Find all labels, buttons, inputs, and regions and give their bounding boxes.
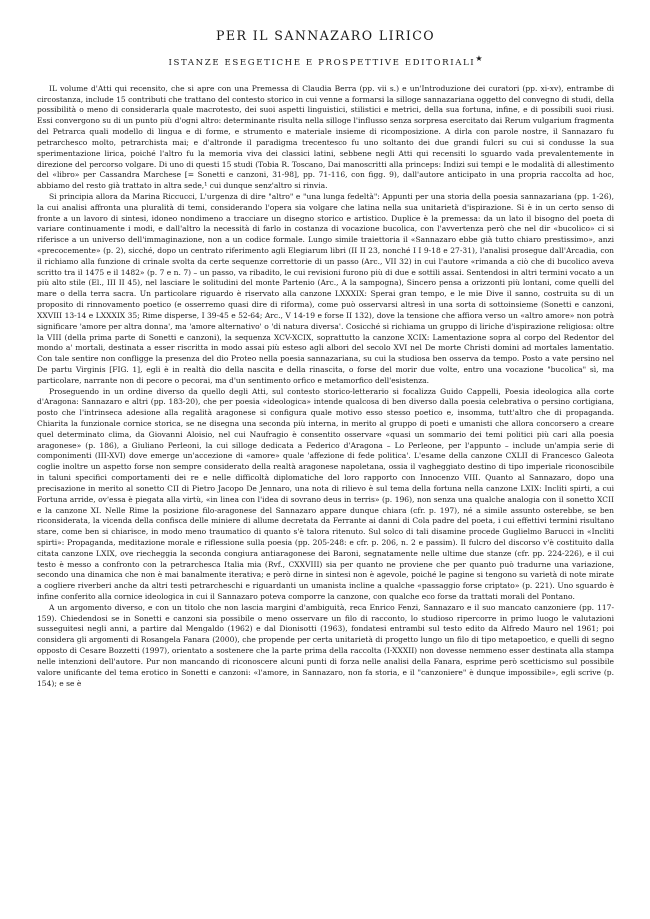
page-title: PER IL SANNAZARO LIRICO [216, 28, 435, 43]
paragraph: IL volume d'Atti qui recensito, che si apre con una Premessa di Claudia Berra (pp. vii s.) e un'Introduzione dei curatori (pp. xi-xv), entrambe di circostanza, include 15 contributi che trattano del contesto storico in cui venne a formarsi la silloge sannazariana oggetto del convegno di studi, della possibilità o meno di considerarla quale macrotesto, dei suoi aspetti linguistici, stilistici e metrici, della sua fortuna, infine, e di possibili suoi riusi. Essi convergono su di un punto più d'ogni altro: determinante risulta nella silloge l'influsso senza sorpresa esercitato dai Rerum vulgarium fragmenta del Petrarca quali modello di lingua e di forme, e strumento e materiale insieme di ricomposizione. A dirla con parole nostre, il Sannazaro fu petrarchesco molto, petrarchista mai; e d'altronde il paradigma trecentesco fu uno soltanto dei due grandi fulcri su cui si condusse la sua sperimentazione lirica, poiché l'altro fu la memoria viva dei classici latini, sebbene negli Atti qui recensiti lo sguardo vada prevalentemente in direzione del percorso volgare. Di uno di questi 15 studi (Tobia R. Toscano, Dai manoscritti alla princeps: Indizi sui tempi e le modalità di allestimento del «libro» per Cassandra Marchese [= Sonetti e canzoni, 31-98], pp. 71-116, con figg. 9), dall'autore anticipato in una propria raccolta ad hoc, abbiamo del resto già trattato in altra sede,¹ cui dunque senz'altro si rinvia. [37, 83, 614, 191]
subtitle-text: ISTANZE ESEGETICHE E PROSPETTIVE EDITORIALI [168, 57, 476, 68]
page-subtitle [37, 54, 614, 68]
paragraph: A un argomento diverso, e con un titolo che non lascia margini d'ambiguità, reca Enrico Fenzi, Sannazaro e il suo mancato canzoniere (pp. 117-159). Chiedendosi se in Sonetti e canzoni sia possibile o meno osservare un filo di racconto, lo studioso ripercorre in primo luogo le valutazioni susseguitesi negli anni, a partire dal Mengaldo (1962) e dal Dionisotti (1963), fondatesi entrambi sul testo edito da Alfredo Mauro nel 1961; poi considera gli argomenti di Rosangela Fanara (2000), che propende per certa unitarietà di progetto lungo un filo di tipo metapoetico, e quelli di segno opposto di Cesare Bozzetti (1997), orientato a sostenere che la parte prima della raccolta (I-XXXII) non dovesse nemmeno esser destinata alla stampa nelle intenzioni dell'autore. Pur non mancando di riconoscere alcuni punti di forza nelle analisi della Fanara, esprime però scetticismo sul possibile valore unificante del tema erotico in Sonetti e canzoni: «l'amore, in Sannazaro, non fa storia, e il "canzoniere" è dunque impossibile», egli scrive (p. 154); e se è [37, 602, 614, 688]
paragraph: Si principia allora da Marina Riccucci, L'urgenza di dire "altro" e "una lunga fedeltà": Appunti per una storia della poesia sannazariana (pp. 1-26), la cui analisi affronta una pluralità di temi, considerando l'opera sia volgare che latina nella sua unitarietà d'ispirazione. Si è in un certo senso di fronte a un lavoro di sintesi, idoneo nondimeno a tracciare un disegno storico e artistico. Duplice è la premessa: da un lato il bisogno del poeta di variare continuamente i modi, e dall'altro la necessità di farlo in costanza di vocazione bucolica, con l'avvertenza però che nel dir «bucolico» ci si riferisce a un universo dell'immaginazione, non a un codice formale. Lungo simile traiettoria il «Sannazaro ebbe già tutto chiaro prestissimo», anzi «precocemente» (p. 2), sicché, dopo un centrato riferimento agli Elegiarum libri (II II 23, nonché I I 9-18 e 27-31), l'analisi prosegue dall'Arcadia, con il richiamo alla funzione di crinale svolta da certe sequenze correttorie di un passo (Arc., VII 32) in cui l'autore «rimanda a ciò che di bucolico aveva scritto tra il 1475 e il 1482» (p. 7 e n. 7) – un passo, va ribadito, le cui revisioni furono più di due e sottili assai. Sentendosi in altri termini vocato a un più alto stile (El., III II 45), nel lasciare le solitudini del monte Partenio (Arc., A la sampogna), Sincero pensa a orizzonti più lontani, come quelli del mare o della terra sacra. Un particolare riguardo è riservato alla canzone LXXXIX: Sperai gran tempo, e le mie Dive il sanno, costruita su di un proposito di rinnovamento poetico (e osserremo quasi dire di riforma), come può osservarsi altresì in una sorta di sottoinsieme (Sonetti e canzoni, XXVIII 13-14 e LXXXIX 35; Rime disperse, I 39-45 e 52-64; Arc., V 14-19 e forse II 132), dove la tensione che affiora verso un «altro amore» non potrà significare 'amore per altra donna', ma 'amore alternativo' o 'di natura diversa'. Cosicché si richiama un gruppo di liriche d'ispirazione religiosa: oltre la VIII (della prima parte di Sonetti e canzoni), la sequenza XCV-XCIX, soprattutto la canzone XCIX: Lamentazione sopra al corpo del Redentor del mondo a' mortali, destinata a esser riscritta in modo assai più esteso agli albori del secolo XVI nel De morte Christi domini ad mortales lamentatio. Con tale sentire non confligge la presenza del dio Proteo nella poesia sannazariana, su cui la studiosa ben osserva da tempo. Posto a vate persino nel De partu Virginis [FIG. 1], egli è in realtà dio della nascita e della rinascita, o forse del morir due volte, entro una vocazione "bucolica" sì, ma particolare, narrante non di pecore o pecorai, ma d'un sentimento orfico e metamorfico dell'esistenza. [37, 191, 614, 385]
paragraph: Proseguendo in un ordine diverso da quello degli Atti, sul contesto storico-letterario si focalizza Guido Cappelli, Poesia ideologica alla corte d'Aragona: Sannazaro e altri (pp. 183-20), che per poesia «ideologica» intende qualcosa di ben diverso dalla poesia celebrativa o persino cortigiana, posto che l'intrinseca adesione alla regalità aragonese si configura quale motivo esso stesso poetico e, insomma, tutt'altro che di propaganda. Chiarita la funzionale cornice storica, se ne disegna una seconda più interna, in merito al gruppo di poeti e umanisti che allora concorsero a creare quel determinato clima, da Giovanni Aloisio, nel cui Naufragio è consentito osservare «quasi un sommario dei temi politici più cari alla poesia aragonese» (p. 186), a Giuliano Perleoni, la cui silloge dedicata a Federico d'Aragona – Lo Perleone, per l'appunto – include un'ampia serie di componimenti (III-XVI) dove emerge un'accezione di «amore» quale 'affezione di fede politica'. L'esame della canzone CXLII di Francesco Galeota coglie inoltre un aspetto forse non sempre considerato della realtà aragonese napoletana, ossia il vagheggiato destino di tipo imperiale riconoscibile in taluni specifici comportamenti dei re e nelle difficoltà diplomatiche del loro rapporto con Innocenzo VIII. Quanto al Sannazaro, dopo una precisazione in merito al sonetto CII di Pietro Jacopo De Jennaro, una nota di rilievo è sul tema della fortuna nella canzone LXIX: Incliti spirti, a cui Fortuna arride, ov'essa è piegata alla virtù, «in linea con l'idea di sovrano deus in terris» (p. 196), non senza una qualche analogia con il sonetto XCII e la canzone XI. Nelle Rime la posizione filo-aragonese del Sannazaro appare dunque chiara (cfr. p. 197), né a simile assunto osterebbe, se ben riconsiderata, la vicenda della confisca delle miniere di allume decretata da Ferrante ai danni di Cola padre del poeta, i cui effettivi termini risultano stare, come ben si chiarisce, in modo meno traumatico di quanto s'è talora ritenuto. Sul solco di tali disamine procede Guglielmo Barucci in «Incliti spirti»: Propaganda, meditazione morale e riflessione sulla poesia (pp. 205-248: e cfr. p. 206, n. 2 e passim). Il fulcro del discorso v'è costituito dalla citata canzone LXIX, ove riecheggia la seconda congiura antiaragonese dei Baroni, segnatamente nelle ultime due stanze (cfr. pp. 224-226), e il cui testo è messo a confronto con la petrarchesca Italia mia (Rvf., CXXVIII) sia per quanto ne proviene che per quanto può tradurne una variazione, secondo una dinamica che non è mai banalmente iterativa; e però dirne in sintesi non è agevole, poiché le pagine si tengono su varietà di note mirate a cogliere riverberi anche da altri testi petrarcheschi e riguardanti un umanista incline a qualche «passaggio forse criptato» (p. 221). Uno sguardo è infine conferito alla cornice ideologica in cui il Sannazaro poteva comporre la canzone, con qualche eco forse da trattati morali del Pontano. [37, 386, 614, 602]
article-body [37, 84, 614, 690]
footnote-mark: ★ [475, 54, 483, 63]
